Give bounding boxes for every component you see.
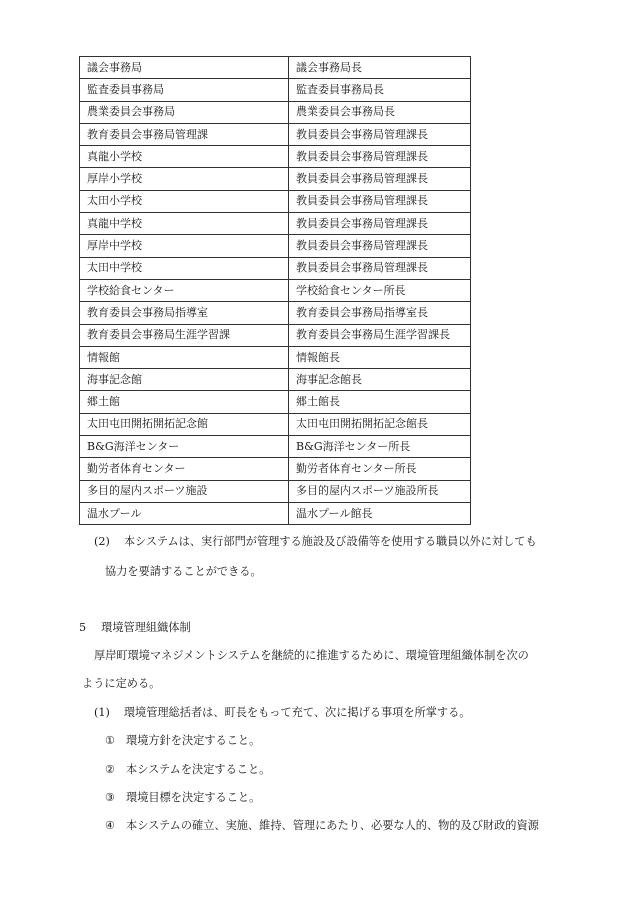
manager-cell: 学校給食センター所長 — [289, 279, 471, 301]
note-2-line-1 — [94, 534, 537, 550]
table-row — [80, 57, 471, 79]
manager-cell: 海事記念館長 — [289, 369, 471, 391]
manager-cell: 教員委員会事務局管理課長 — [289, 235, 471, 257]
table-row — [80, 257, 471, 279]
table-row — [80, 146, 471, 168]
department-cell: 厚岸中学校 — [80, 235, 289, 257]
section-5-heading — [79, 620, 191, 636]
department-cell: 温水プール — [80, 502, 289, 524]
table-row — [80, 123, 471, 145]
manager-cell: 議会事務局長 — [289, 57, 471, 79]
note-2-text: 本システムは、実行部門が管理する施設及び設備等を使用する職員以外に対しても — [123, 535, 537, 548]
manager-cell: 教育委員会事務局指導室長 — [289, 302, 471, 324]
manager-cell: 太田屯田開拓開拓記念館長 — [289, 413, 471, 435]
item-1-text: 環境管理総括者は、町長をもって充て、次に掲げる事項を所掌する。 — [123, 706, 471, 719]
department-cell: 海事記念館 — [80, 369, 289, 391]
manager-cell: 教員委員会事務局管理課長 — [289, 213, 471, 235]
subitem-text: 環境方針を決定すること。 — [126, 734, 261, 747]
section-5-paragraph-line-1: 厚岸町環境マネジメントシステムを継続的に推進するために、環境管理組織体制を次の — [94, 649, 529, 662]
section-number: 5 — [79, 621, 87, 634]
department-cell: 情報館 — [80, 346, 289, 368]
table-row — [80, 436, 471, 458]
manager-cell: B&G海洋センター所長 — [289, 436, 471, 458]
subitem-text: 本システムの確立、実施、維持、管理にあたり、必要な人的、物的及び財政的資源 — [126, 819, 539, 832]
department-cell: 郷土館 — [80, 391, 289, 413]
note-2-line-2: 協力を要請することができる。 — [105, 565, 262, 578]
department-cell: 農業委員会事務局 — [80, 101, 289, 123]
table-row — [80, 79, 471, 101]
manager-cell: 教員委員会事務局管理課長 — [289, 146, 471, 168]
item-1 — [94, 705, 470, 721]
department-cell: 勤労者体育センター — [80, 458, 289, 480]
manager-cell: 監査委員事務局長 — [289, 79, 471, 101]
department-cell: 教育委員会事務局生涯学習課 — [80, 324, 289, 346]
manager-cell: 教員委員会事務局管理課長 — [289, 123, 471, 145]
department-cell: 真龍小学校 — [80, 146, 289, 168]
department-cell: 監査委員事務局 — [80, 79, 289, 101]
manager-cell: 温水プール館長 — [289, 502, 471, 524]
table-row — [80, 213, 471, 235]
section-title: 環境管理組織体制 — [101, 621, 191, 634]
subitem-text: 本システムを決定すること。 — [126, 763, 271, 776]
subitem — [105, 733, 260, 749]
table-row — [80, 391, 471, 413]
table-row — [80, 101, 471, 123]
table-row — [80, 279, 471, 301]
note-2-number: (2) — [94, 535, 110, 548]
department-cell: B&G海洋センター — [80, 436, 289, 458]
table-row — [80, 369, 471, 391]
department-cell: 多目的屋内スポーツ施設 — [80, 480, 289, 502]
manager-cell: 農業委員会事務局長 — [289, 101, 471, 123]
department-cell: 厚岸小学校 — [80, 168, 289, 190]
manager-cell: 多目的屋内スポーツ施設所長 — [289, 480, 471, 502]
manager-cell: 勤労者体育センター所長 — [289, 458, 471, 480]
table-row — [80, 502, 471, 524]
subitem-mark: ④ — [105, 819, 116, 832]
manager-cell: 郷土館長 — [289, 391, 471, 413]
table-row — [80, 235, 471, 257]
table-row — [80, 346, 471, 368]
table-row — [80, 190, 471, 212]
item-1-number: (1) — [94, 706, 110, 719]
table-row — [80, 458, 471, 480]
department-cell: 真龍中学校 — [80, 213, 289, 235]
subitem-mark: ③ — [105, 791, 116, 804]
table-row — [80, 302, 471, 324]
department-cell: 太田屯田開拓開拓記念館 — [80, 413, 289, 435]
manager-cell: 教員委員会事務局管理課長 — [289, 168, 471, 190]
table-row — [80, 324, 471, 346]
manager-cell: 教育委員会事務局生涯学習課長 — [289, 324, 471, 346]
table-row — [80, 168, 471, 190]
section-5-paragraph-line-2: ように定める。 — [82, 677, 161, 690]
department-cell: 教育委員会事務局管理課 — [80, 123, 289, 145]
subitem-mark: ② — [105, 763, 116, 776]
manager-cell: 教員委員会事務局管理課長 — [289, 190, 471, 212]
department-cell: 太田中学校 — [80, 257, 289, 279]
department-cell: 議会事務局 — [80, 57, 289, 79]
table-row — [80, 413, 471, 435]
subitem — [105, 818, 539, 834]
department-cell: 太田小学校 — [80, 190, 289, 212]
department-cell: 学校給食センター — [80, 279, 289, 301]
manager-cell: 教員委員会事務局管理課長 — [289, 257, 471, 279]
subitem-text: 環境目標を決定すること。 — [126, 791, 261, 804]
table-body — [80, 57, 471, 525]
subitem-mark: ① — [105, 734, 116, 747]
subitem — [105, 790, 260, 806]
department-manager-table — [79, 56, 471, 525]
subitem — [105, 762, 270, 778]
table-row — [80, 480, 471, 502]
department-cell: 教育委員会事務局指導室 — [80, 302, 289, 324]
manager-cell: 情報館長 — [289, 346, 471, 368]
